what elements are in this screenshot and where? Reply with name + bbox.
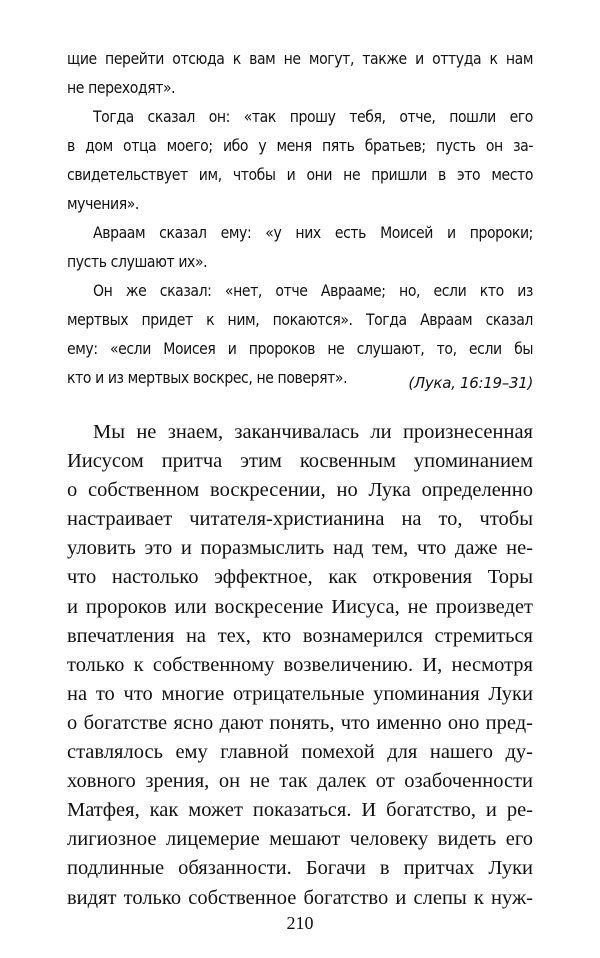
text-line: не переходят». <box>67 79 176 97</box>
text-line: о богатстве ясно дают понять, что именно оно пред- <box>67 711 533 734</box>
text-line: мертвых придет к ним, покаются». Тогда Авраам сказал <box>67 311 533 329</box>
text-line: уловить это и поразмыслить над тем, что даже не- <box>67 537 533 560</box>
text-line: что настолько эффектное, как откровения Торы <box>67 566 533 589</box>
text-line: лигиозное лицемерие мешают человеку видеть его <box>67 828 533 851</box>
text-line: на то что многие отрицательные упоминания Луки <box>67 682 533 705</box>
text-line: свидетельствует им, чтобы и они не пришли в это место <box>67 166 533 184</box>
text-line: ставлялось ему главной помехой для нашего ду- <box>67 741 533 764</box>
text-line: видят только собственное богатство и слепы к нуж- <box>67 886 533 909</box>
text-line: подлинные обязанности. Богачи в притчах Луки <box>67 857 533 880</box>
scripture-citation: (Лука, 16:19–31) <box>408 374 533 392</box>
text-line: кто и из мертвых воскрес, не поверят». <box>67 369 348 387</box>
text-line: и пророков или воскресение Иисуса, не произведет <box>67 595 533 618</box>
page-number: 210 <box>286 913 314 933</box>
text-line: настраивает читателя-христианина на то, чтобы <box>67 508 533 531</box>
text-line: Матфея, как может показаться. И богатство, и ре- <box>67 799 533 822</box>
text-line: ему: «если Моисея и пророков не слушают, то, если бы <box>67 340 533 358</box>
quote-paragraph <box>67 219 533 277</box>
text-line: Иисусом притча этим косвенным упоминанием <box>67 450 533 473</box>
text-line: ховного зрения, он не так далек от озабоченности <box>67 770 533 793</box>
text-line: пусть слушают их». <box>67 253 208 271</box>
text-line: в дом отца моего; ибо у меня пять братьев; пусть он за- <box>67 137 533 155</box>
text-line: впечатления на тех, кто вознамерился стремиться <box>67 624 533 647</box>
scripture-quote <box>67 45 533 393</box>
text-line: щие перейти отсюда к вам не могут, также и оттуда к нам <box>67 50 533 68</box>
text-line: Он же сказал: «нет, отче Аврааме; но, если кто из <box>93 282 533 300</box>
quote-paragraph <box>67 45 533 103</box>
text-line: о собственном воскресении, но Лука определенно <box>67 479 533 502</box>
quote-paragraph <box>67 103 533 219</box>
text-line: только к собственному возвеличению. И, несмотря <box>67 653 533 676</box>
text-line: Мы не знаем, заканчивалась ли произнесенная <box>93 421 533 443</box>
body-paragraph <box>67 418 533 913</box>
text-line: Авраам сказал ему: «у них есть Моисей и пророки; <box>93 224 533 242</box>
text-line: мучения». <box>67 195 139 213</box>
text-line: Тогда сказал он: «так прошу тебя, отче, пошли его <box>93 108 533 126</box>
